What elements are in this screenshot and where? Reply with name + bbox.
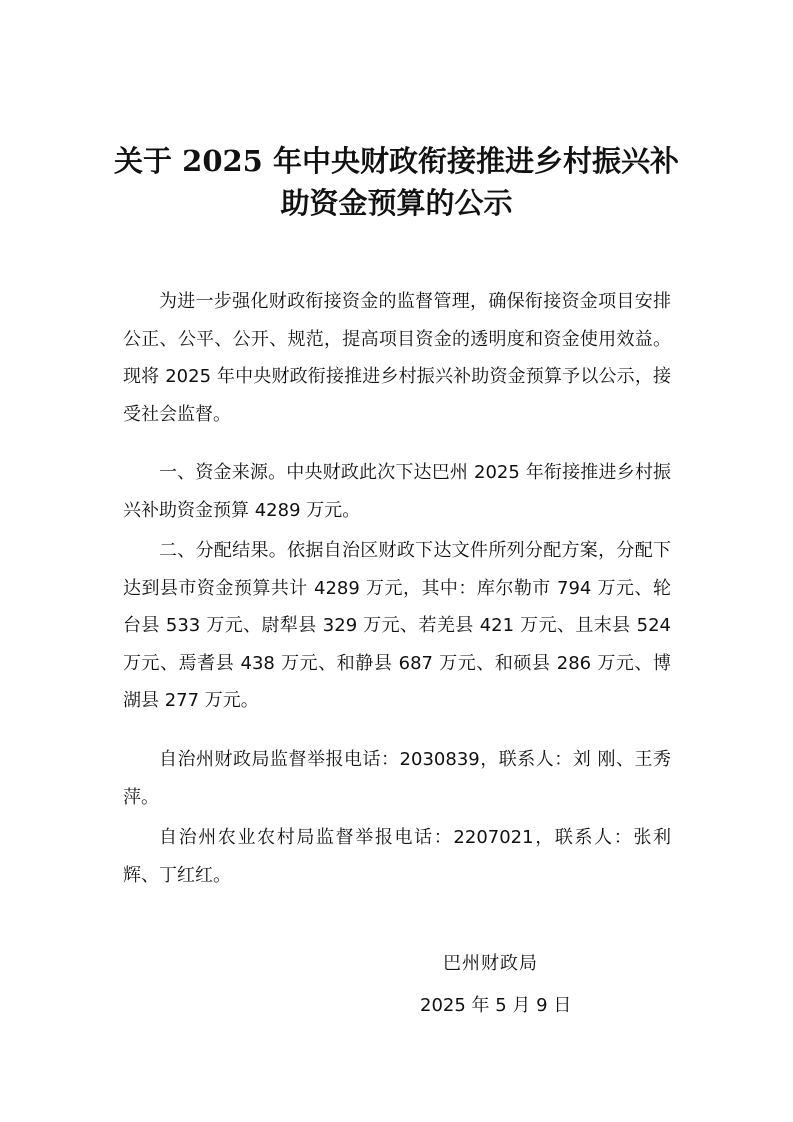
paragraph-finance-bureau-hotline: 自治州财政局监督举报电话：2030839，联系人：刘 刚、王秀萍。 xyxy=(123,749,671,808)
signature-organization: 巴州财政局 xyxy=(443,953,538,974)
document-title-line-1: 关于 2025 年中央财政衔接推进乡村振兴补 xyxy=(114,144,679,178)
paragraph-allocation-result: 二、分配结果。依据自治区财政下达文件所列分配方案，分配下达到县市资金预算共计 4289 万元，其中：库尔勒市 794 万元、轮台县 533 万元、尉犁县 329 万元、若羌县 421 万元、且末县 524 万元、焉耆县 438 万元、和静县 687 万元、和硕县 286 万元、博湖县 277 万元。 xyxy=(123,540,671,711)
paragraph-fund-source: 一、资金来源。中央财政此次下达巴州 2025 年衔接推进乡村振兴补助资金预算 4289 万元。 xyxy=(123,462,671,521)
signature-date: 2025 年 5 月 9 日 xyxy=(420,995,572,1016)
paragraph-agriculture-bureau-hotline: 自治州农业农村局监督举报电话：2207021，联系人：张利辉、丁红红。 xyxy=(123,827,671,886)
paragraph-intro: 为进一步强化财政衔接资金的监督管理，确保衔接资金项目安排公正、公平、公开、规范，提高项目资金的透明度和资金使用效益。现将 2025 年中央财政衔接推进乡村振兴补助资金预算予以公示，接受社会监督。 xyxy=(123,291,671,425)
document-title-line-2: 助资金预算的公示 xyxy=(280,186,513,220)
